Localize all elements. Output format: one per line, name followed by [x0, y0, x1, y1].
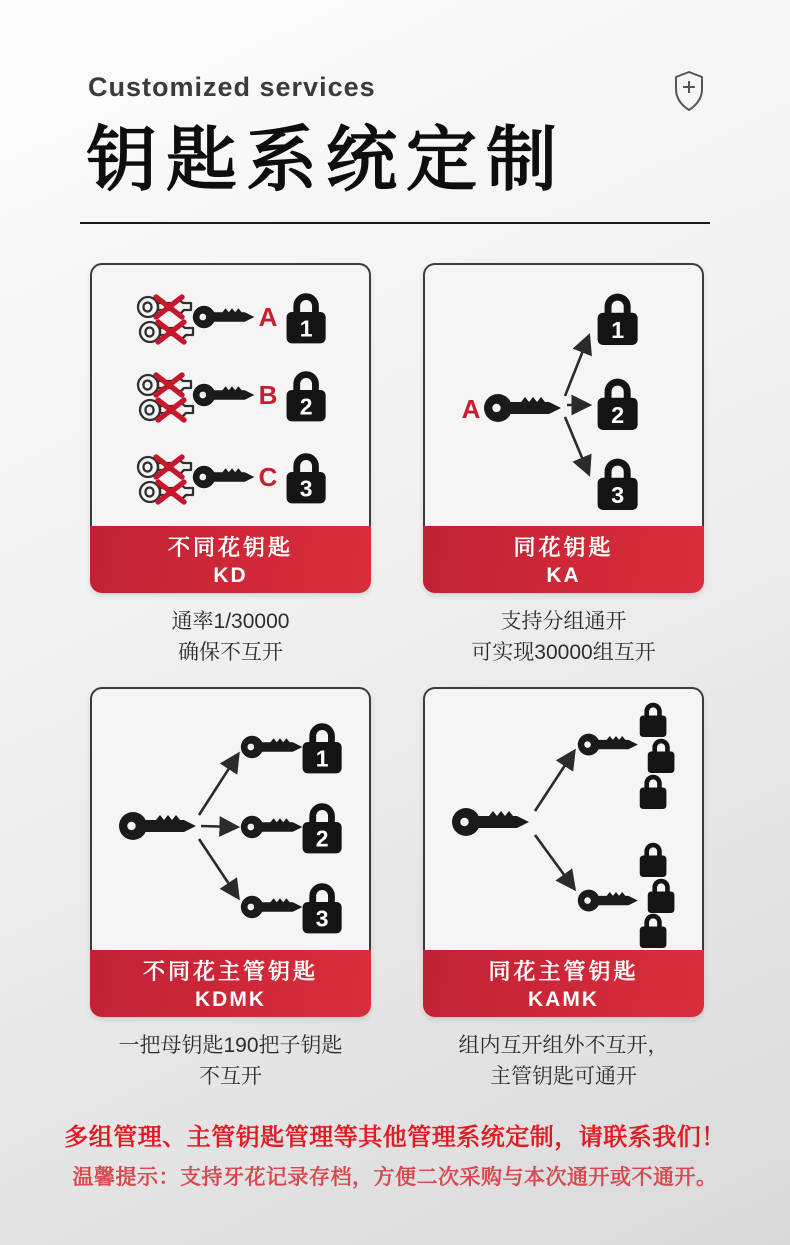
key-label: B — [258, 379, 278, 410]
arrow-icon — [199, 839, 237, 896]
card-cell-ka — [423, 263, 704, 668]
caption-line: 确保不互开 — [178, 640, 283, 664]
arrow-icon — [565, 417, 588, 472]
key-label: C — [258, 461, 278, 492]
title-divider — [80, 222, 710, 224]
padlock-icon — [598, 297, 638, 345]
crossed-key-icon — [140, 482, 193, 502]
caption-line: 组内互开组外不互开， — [458, 1033, 669, 1057]
key-label: A — [258, 301, 278, 332]
caption-line: 一把母钥匙190把子钥匙 — [118, 1033, 343, 1057]
card-caption — [423, 606, 704, 668]
card-kamk — [423, 687, 704, 1017]
arrow-icon — [535, 753, 573, 811]
key-label: A — [461, 393, 481, 424]
crossed-key-icon — [140, 400, 193, 420]
shield-plus-icon — [674, 70, 704, 112]
card-caption — [90, 1030, 371, 1092]
padlock-icon — [648, 741, 675, 773]
arrow-icon — [199, 756, 237, 815]
card-cell-kd — [90, 263, 371, 668]
key-icon — [241, 816, 303, 838]
key-icon — [241, 736, 303, 758]
lock-number: 2 — [299, 393, 313, 420]
padlock-icon — [640, 777, 667, 809]
page-title: 钥匙系统定制 — [86, 121, 567, 200]
lock-number: 2 — [315, 825, 329, 852]
ka-diagram — [423, 263, 704, 526]
caption-line: 可实现30000组互开 — [471, 640, 656, 664]
key-icon — [193, 306, 255, 328]
lock-number: 1 — [315, 745, 329, 772]
caption-line: 不互开 — [199, 1064, 262, 1088]
lock-number: 3 — [611, 481, 625, 508]
header — [0, 0, 790, 112]
card-cell-kamk — [423, 687, 704, 1092]
crossed-key-icon — [138, 457, 191, 477]
cards-grid — [0, 263, 790, 1092]
crossed-key-icon — [140, 322, 193, 342]
padlock-icon — [303, 806, 342, 853]
card-kd — [90, 263, 371, 593]
caption-line: 支持分组通开 — [500, 609, 627, 633]
arrow-icon — [565, 338, 588, 396]
footer — [0, 1117, 790, 1191]
padlock-icon — [303, 726, 342, 773]
key-icon — [193, 384, 255, 406]
card-banner-code: KA — [546, 563, 581, 587]
padlock-icon — [640, 705, 667, 737]
padlock-icon — [287, 374, 326, 421]
card-kdmk — [90, 687, 371, 1017]
card-banner-title: 不同花钥匙 — [167, 534, 293, 560]
padlock-icon — [640, 916, 667, 948]
caption-line: 通率1/30000 — [171, 609, 290, 633]
card-banner-title: 同花主管钥匙 — [488, 958, 639, 984]
card-banner — [90, 950, 371, 1017]
card-banner-title: 同花钥匙 — [513, 534, 614, 560]
lock-number: 3 — [315, 905, 329, 932]
card-cell-kdmk — [90, 687, 371, 1092]
kd-diagram — [90, 263, 371, 526]
card-banner — [90, 526, 371, 593]
card-ka — [423, 263, 704, 593]
arrow-icon — [201, 826, 235, 827]
key-icon — [193, 466, 255, 488]
padlock-icon — [598, 462, 638, 510]
card-caption — [90, 606, 371, 668]
lock-number: 1 — [611, 316, 625, 343]
padlock-icon — [287, 456, 326, 503]
card-banner — [423, 526, 704, 593]
lock-number: 1 — [299, 315, 313, 342]
padlock-icon — [303, 886, 342, 933]
card-banner-title: 不同花主管钥匙 — [142, 958, 318, 984]
padlock-icon — [287, 296, 326, 343]
footer-contact-line: 多组管理、主管钥匙管理等其他管理系统定制，请联系我们！ — [64, 1123, 726, 1151]
footer-tip-line: 温馨提示：支持牙花记录存档，方便二次采购与本次通开或不通开。 — [72, 1165, 718, 1189]
card-banner-code: KD — [213, 563, 248, 587]
card-banner-code: KDMK — [195, 987, 266, 1011]
card-banner-code: KAMK — [528, 987, 599, 1011]
arrow-icon — [535, 835, 573, 887]
key-icon — [578, 733, 638, 755]
key-icon — [578, 889, 638, 911]
card-banner — [423, 950, 704, 1017]
padlock-icon — [598, 382, 638, 430]
lock-number: 3 — [299, 475, 313, 502]
key-icon — [119, 812, 196, 840]
card-caption — [423, 1030, 704, 1092]
eyebrow-text: Customized services — [88, 72, 376, 102]
crossed-key-icon — [138, 297, 191, 317]
key-icon — [484, 394, 561, 422]
key-icon — [452, 808, 529, 836]
crossed-key-icon — [138, 375, 191, 395]
key-icon — [241, 896, 303, 918]
padlock-icon — [648, 881, 675, 913]
kdmk-diagram — [90, 687, 371, 950]
caption-line: 主管钥匙可通开 — [490, 1064, 637, 1088]
lock-number: 2 — [611, 401, 625, 428]
kamk-diagram — [423, 687, 704, 950]
padlock-icon — [640, 845, 667, 877]
